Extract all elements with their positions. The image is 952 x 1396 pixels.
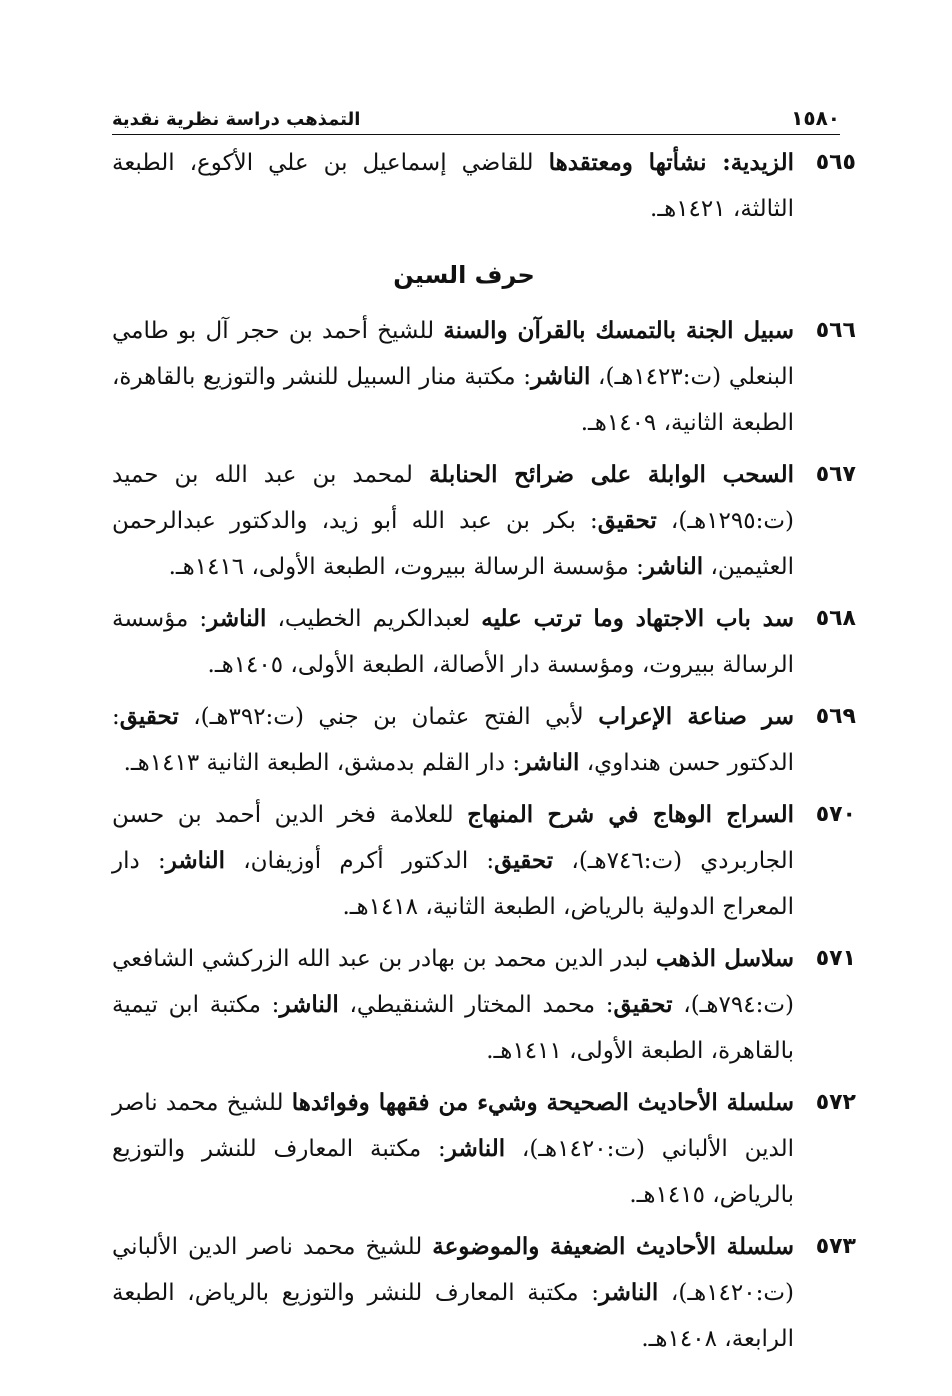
entry-details: لأبي الفتح عثمان بن جني (ت:٣٩٢هـ)، — [178, 704, 599, 730]
entry-label: تحقيق — [494, 847, 554, 874]
bibliography-list — [112, 140, 856, 1368]
entry-details: للشيخ محمد ناصر الدين الألباني (ت:١٤٢٠هـ)، — [112, 1234, 794, 1306]
entry-details: لعبدالكريم الخطيب، — [266, 606, 482, 632]
entry-details: : دار المعراج الدولية بالرياض، الطبعة الثانية، ١٤١٨هـ. — [112, 848, 794, 920]
bibliography-entry — [112, 792, 856, 930]
entry-number: ٥٧٠ — [815, 802, 856, 827]
entry-details: : بكر بن عبد الله أبو زيد، والدكتور عبدالرحمن العثيمين، — [112, 508, 794, 580]
entry-label: الناشر — [531, 363, 591, 390]
entry-label: الناشر — [445, 1135, 506, 1162]
entry-text — [112, 308, 794, 446]
entry-title: سد باب الاجتهاد وما ترتب عليه — [481, 605, 794, 632]
entry-details: : الدكتور حسن هنداوي، — [112, 704, 794, 776]
entry-label: الناشر — [643, 553, 704, 580]
entry-label: الناشر — [165, 847, 226, 874]
entry-text — [112, 452, 794, 590]
entry-text — [112, 140, 794, 232]
entry-title: سلسلة الأحاديث الصحيحة وشيء من فقهها وفوائدها — [291, 1089, 794, 1116]
page-number: ١٥٨٠ — [791, 106, 840, 130]
entry-title: الزيدية: نشأتها ومعتقدها — [548, 149, 795, 176]
entry-details: للقاضي إسماعيل بن علي الأكوع، الطبعة الثالثة، ١٤٢١هـ. — [112, 150, 794, 222]
entry-text — [112, 1080, 794, 1218]
entry-number: ٥٦٩ — [815, 704, 856, 729]
bibliography-entry — [112, 308, 856, 446]
entry-label: الناشر — [279, 991, 339, 1018]
entry-title: سبيل الجنة بالتمسك بالقرآن والسنة — [443, 317, 794, 344]
running-title: التمذهب دراسة نظرية نقدية — [112, 109, 361, 130]
entry-details: لمحمد بن عبد الله بن حميد (ت:١٢٩٥هـ)، — [112, 462, 794, 534]
entry-number: ٥٧٢ — [815, 1090, 856, 1115]
entry-number: ٥٦٥ — [815, 150, 856, 175]
entry-text — [112, 936, 794, 1074]
entry-text — [112, 596, 794, 688]
section-heading: حرف السين — [393, 261, 535, 289]
entry-label: تحقيق — [613, 991, 673, 1018]
entry-title: السحب الوابلة على ضرائح الحنابلة — [428, 461, 794, 488]
entry-number: ٥٧٣ — [815, 1234, 856, 1259]
entry-details: للعلامة فخر الدين أحمد بن حسن الجاربردي (ت:٧٤٦هـ)، — [112, 802, 794, 874]
page-header — [112, 96, 840, 135]
entry-details: للشيخ محمد ناصر الدين الألباني (ت:١٤٢٠هـ)، — [112, 1090, 795, 1162]
entry-details: : الدكتور أكرم أوزيفان، — [225, 848, 495, 874]
bibliography-entry — [112, 452, 856, 590]
entry-title: سر صناعة الإعراب — [598, 703, 794, 730]
entry-label: الناشر — [207, 605, 267, 632]
entry-title: سلاسل الذهب — [655, 945, 794, 972]
entry-text — [112, 694, 794, 786]
entry-details: : محمد المختار الشنقيطي، — [338, 992, 614, 1018]
entry-label: تحقيق — [119, 703, 179, 730]
entry-details: : مكتبة المعارف للنشر والتوزيع بالرياض، ١٤١٥هـ. — [112, 1136, 794, 1208]
entry-number: ٥٧١ — [815, 946, 856, 971]
bibliography-entry — [112, 140, 856, 232]
entry-details: : مؤسسة الرسالة ببيروت، الطبعة الأولى، ١٤١٦هـ. — [168, 554, 644, 580]
entry-label: الناشر — [520, 749, 580, 776]
entry-label: الناشر — [598, 1279, 659, 1306]
entry-number: ٥٦٦ — [815, 318, 856, 343]
entry-label: تحقيق — [597, 507, 657, 534]
entry-details: لبدر الدين محمد بن بهادر بن عبد الله الزركشي الشافعي (ت:٧٩٤هـ)، — [112, 946, 794, 1018]
entry-text — [112, 792, 794, 930]
entry-number: ٥٦٧ — [815, 462, 856, 487]
bibliography-entry — [112, 694, 856, 786]
entry-details: : مكتبة ابن تيمية بالقاهرة، الطبعة الأولى، ١٤١١هـ. — [112, 992, 794, 1064]
entry-details: : مكتبة المعارف للنشر والتوزيع بالرياض، الطبعة الرابعة، ١٤٠٨هـ. — [112, 1280, 794, 1352]
entry-title: سلسلة الأحاديث الضعيفة والموضوعة — [432, 1233, 794, 1260]
entry-details: : مؤسسة الرسالة ببيروت، ومؤسسة دار الأصالة، الطبعة الأولى، ١٤٠٥هـ. — [112, 606, 794, 678]
entry-number: ٥٦٨ — [815, 606, 856, 631]
bibliography-entry — [112, 596, 856, 688]
bibliography-entry — [112, 1080, 856, 1218]
entry-title: السراج الوهاج في شرح المنهاج — [467, 801, 794, 828]
entry-details: : مكتبة منار السبيل للنشر والتوزيع بالقاهرة، الطبعة الثانية، ١٤٠٩هـ. — [112, 364, 794, 436]
entry-details: للشيخ أحمد بن حجر آل بو طامي البنعلي (ت:١٤٢٣هـ)، — [112, 318, 794, 390]
entry-text — [112, 1224, 794, 1362]
bibliography-entry — [112, 1224, 856, 1362]
entry-details: : دار القلم بدمشق، الطبعة الثانية ١٤١٣هـ. — [123, 750, 521, 776]
bibliography-entry — [112, 936, 856, 1074]
